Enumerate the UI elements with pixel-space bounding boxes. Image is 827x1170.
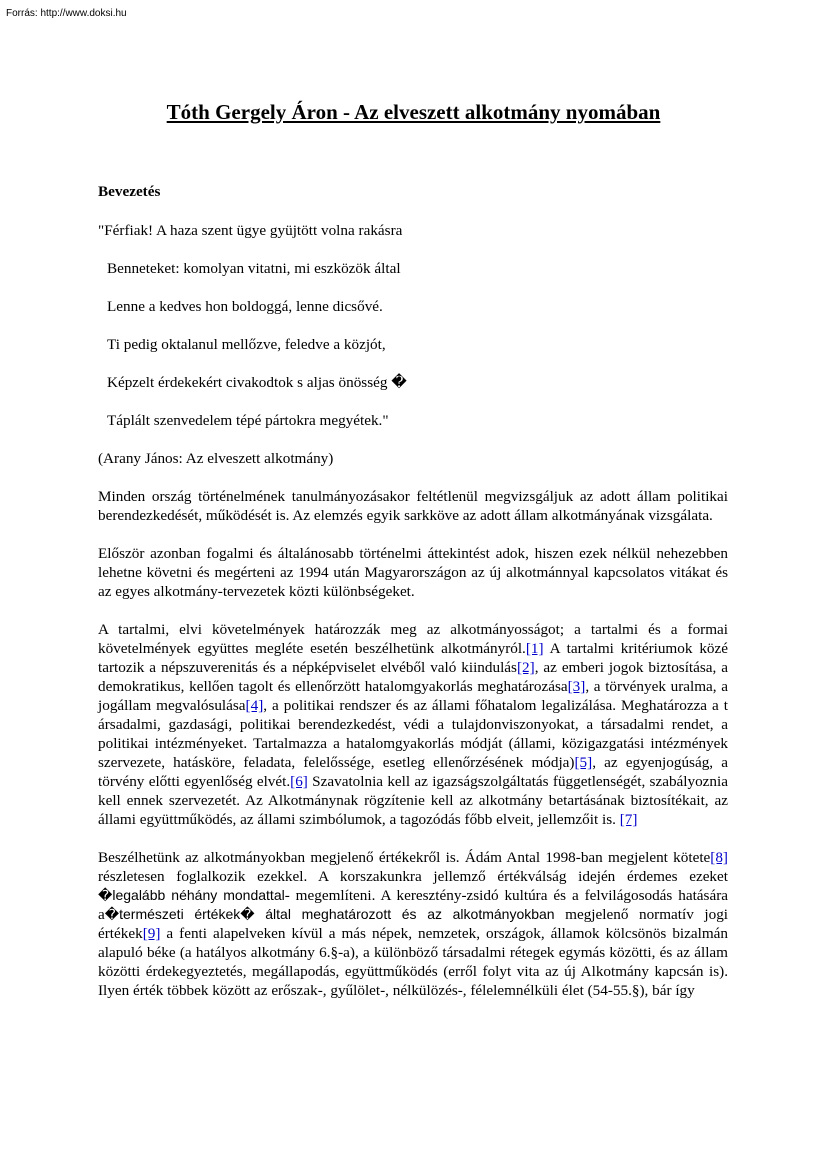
footnote-link-2[interactable]: [2] — [516, 659, 535, 676]
poem-line: Képzelt érdekekért civakodtok s aljas önösség � — [107, 374, 407, 391]
paragraph-text: Szavatolnia kell az igazságszolgáltatás függetlenségét, szabályoznia kell ennek szervezetét. Az Alkotmánynak rögzítenie kell az alkotmány betartásának biztosítékait, az állami együttműködés, az állami szimbólumok, a tagozódás főbb elveit, jellemzőit is. — [98, 773, 728, 828]
footnote-link-3[interactable]: [3] — [567, 678, 586, 695]
poem-attribution: (Arany János: Az elveszett alkotmány) — [98, 450, 334, 467]
section-heading: Bevezetés — [98, 183, 161, 200]
paragraph-4 — [98, 848, 728, 1000]
footnote-link-1[interactable]: [1] — [525, 640, 544, 657]
paragraph-text: Beszélhetünk az alkotmányokban megjelenő értékekről is. Ádám Antal 1998-ban megjelent kötete — [98, 849, 711, 866]
poem-line: Táplált szenvedelem tépé pártokra megyétek." — [107, 412, 389, 429]
footnote-link-4[interactable]: [4] — [245, 697, 264, 714]
paragraph-text: , az emberi jogok biztosítása, a demokratikus, kellően tagolt és ellenőrzött hatalomgyakorlás meghatározása — [98, 659, 729, 695]
footnote-link-9[interactable]: [9] — [142, 925, 161, 942]
paragraph-text: - megemlíteni. A keresztény-zsidó kultúra és a felvilágosodás hatására a — [98, 887, 728, 923]
paragraph-text: részletesen foglalkozik ezekkel. A korszakunkra jellemző értékválság idején érdemes ezeket — [98, 868, 728, 885]
quoted-phrase: �legalább néhány mondattal — [98, 887, 285, 903]
paragraph-3 — [98, 620, 728, 829]
quoted-phrase: �természeti értékek� által meghatározott és az alkotmányokban — [104, 906, 555, 922]
paragraph-text: , a politikai rendszer és az állami főhatalom legalizálása. Meghatározza a t ársadalmi, gazdasági, politikai berendezkedést, védi a tulajdonviszonyokat, a társadalmi rendet, a politikai intézményeket. Tartalmazza a hatalomgyakorlás módját (állami, közigazgatási intézmények szervezete, hatásköre, feladata, felelőssége, esetleg ellenőrzésének módja) — [98, 697, 728, 771]
poem-line: Benneteket: komolyan vitatni, mi eszközök által — [107, 260, 401, 277]
poem-line: Lenne a kedves hon boldoggá, lenne dicsővé. — [107, 298, 383, 315]
footnote-link-6[interactable]: [6] — [290, 773, 308, 790]
paragraph-text: A tartalmi, elvi követelmények határozzák meg az alkotmányosságot; a tartalmi és a formai követelmények együttes megléte esetén beszélhetünk alkotmányról. — [98, 621, 728, 657]
paragraph-text: a fenti alapelveken kívül a más népek, nemzetek, országok, államok kölcsönös bizalmán alapuló béke (a hatályos alkotmány 6.§-a), a különböző társadalmi rétegek egymás közötti, és az állam közötti érdekegyeztetés, megállapodás, együttműködés (erről folyt vita az új Alkotmány kapcsán is). Ilyen érték többek között az erőszak-, gyűlölet-, nélkülözés-, félelemnélküli élet (54-55.§), bár így — [98, 925, 728, 999]
poem-line: "Férfiak! A haza szent ügye gyüjtött volna rakásra — [98, 222, 403, 239]
footnote-link-7[interactable]: [7] — [619, 811, 638, 828]
paragraph-text: megjelenő normatív jogi értékek — [98, 906, 729, 942]
document-title: Tóth Gergely Áron - Az elveszett alkotmány nyomában — [166, 100, 661, 124]
paragraph-text: , az egyenjogúság, a törvény előtti egyenlőség elvét. — [98, 754, 728, 790]
poem-quote — [98, 221, 728, 430]
source-note: Forrás: http://www.doksi.hu — [6, 8, 127, 19]
footnote-link-5[interactable]: [5] — [574, 754, 593, 771]
paragraph-2: Először azonban fogalmi és általánosabb történelmi áttekintést adok, hiszen ezek nélkül nehezebben lehetne követni és megérteni az 1994 után Magyarországon az új alkotmánnyal kapcsolatos vitákat és az egyes alkotmány-tervezetek közti különbségeket. — [98, 545, 728, 600]
document-body — [98, 182, 728, 1000]
paragraph-1: Minden ország történelmének tanulmányozásakor feltétlenül megvizsgáljuk az adott állam politikai berendezkedését, működését is. Az elemzés egyik sarkköve az adott állam alkotmányának vizsgálata. — [98, 488, 728, 524]
paragraph-text: , a törvények uralma, a jogállam megvalósulása — [98, 678, 728, 714]
poem-line: Ti pedig oktalanul mellőzve, feledve a közjót, — [107, 336, 386, 353]
footnote-link-8[interactable]: [8] — [710, 849, 728, 866]
paragraph-text: A tartalmi kritériumok közé tartozik a népszuverenitás és a népképviselet elvéből való kiindulás — [98, 640, 728, 676]
